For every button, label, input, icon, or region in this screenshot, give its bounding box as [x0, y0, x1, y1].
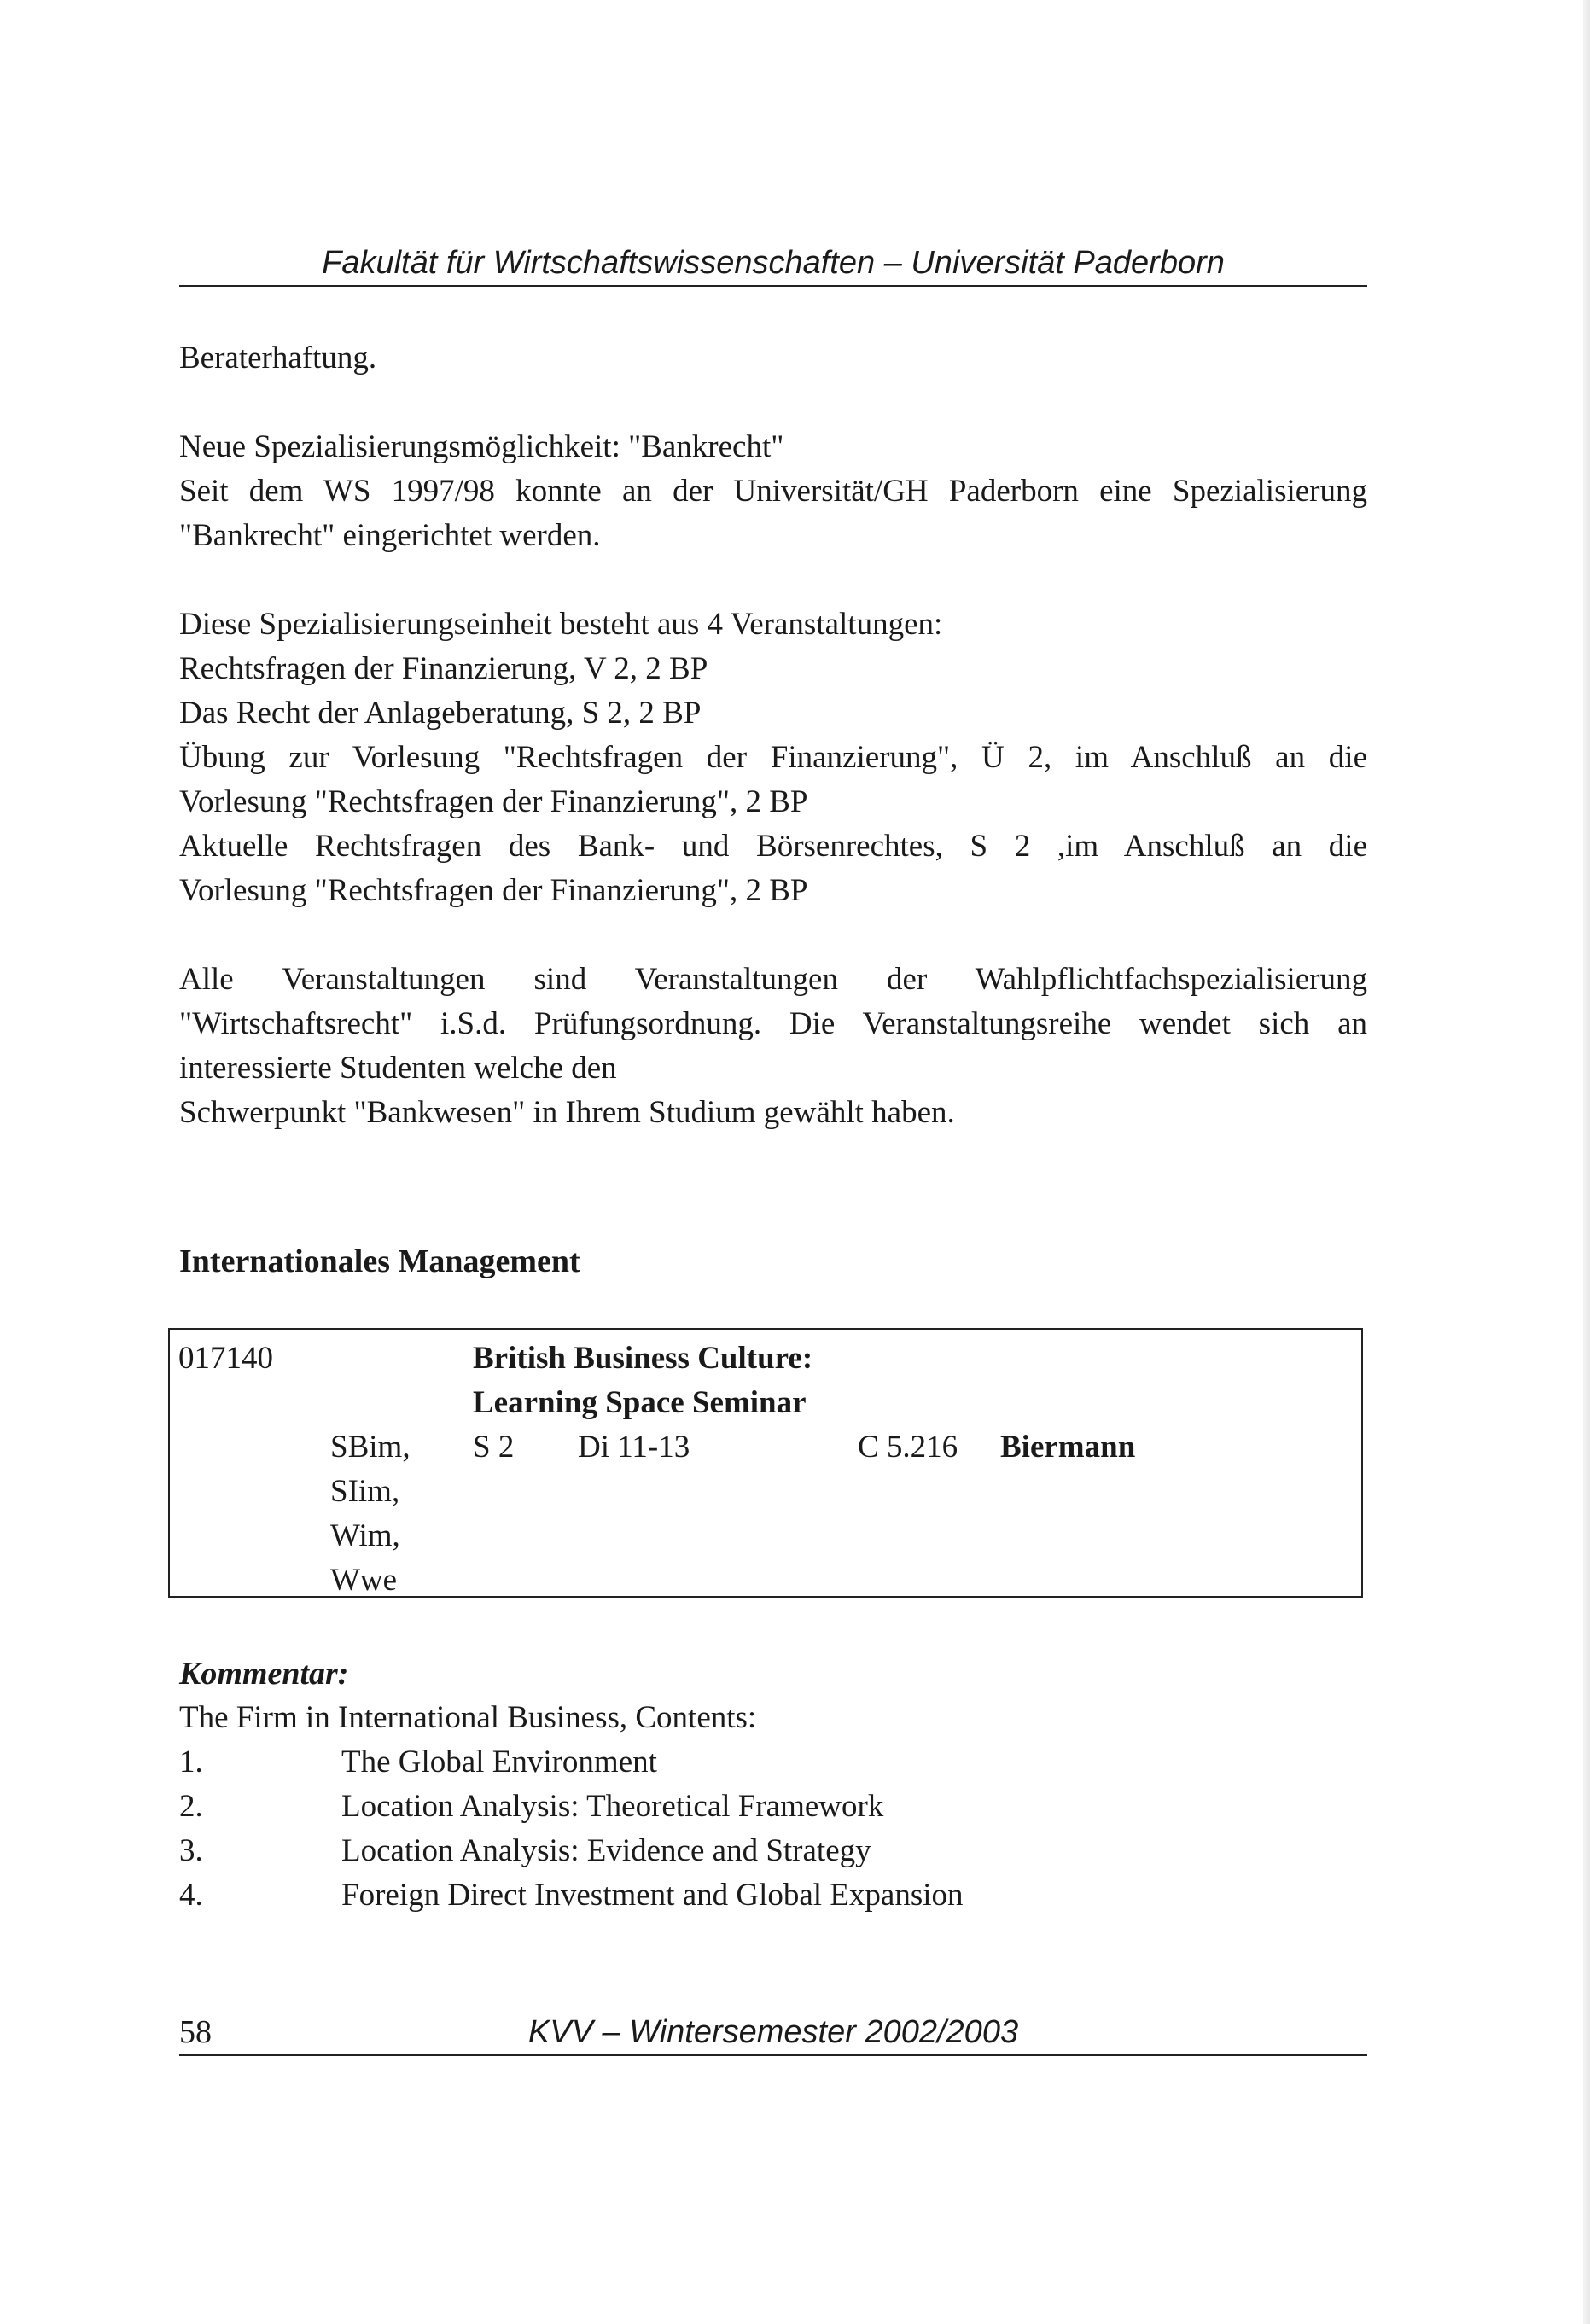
text-line: Vorlesung "Rechtsfragen der Finanzierung", 2 BP [179, 873, 808, 908]
course-title-line1: British Business Culture: [473, 1341, 813, 1376]
kommentar-label: Kommentar: [179, 1656, 349, 1692]
list-item-number: 3. [179, 1833, 203, 1868]
text-line: Alle Veranstaltungen sind Veranstaltungen der Wahlpflichtfachspezialisierung [179, 962, 1367, 997]
course-lecturer: Biermann [1000, 1430, 1136, 1465]
list-item-number: 2. [179, 1789, 203, 1824]
course-entry [168, 1328, 1363, 1598]
text-line: Beraterhaftung. [179, 341, 377, 376]
text-line: Diese Spezialisierungseinheit besteht aus 4 Veranstaltungen: [179, 607, 943, 642]
course-program: Wwe [330, 1563, 398, 1598]
list-item-text: Foreign Direct Investment and Global Expansion [341, 1878, 964, 1913]
course-program: Wim, [330, 1518, 400, 1553]
page-number: 58 [179, 2014, 212, 2050]
paragraph-wahlpflicht [179, 958, 1367, 1135]
list-item-number: 1. [179, 1744, 203, 1779]
course-program: SIim, [330, 1474, 400, 1509]
section-title: Internationales Management [179, 1244, 580, 1279]
page-footer [179, 2010, 1367, 2056]
paragraph-veranstaltungen [179, 603, 1367, 913]
list-item-text: Location Analysis: Evidence and Strategy [341, 1833, 871, 1868]
text-line: Übung zur Vorlesung "Rechtsfragen der Finanzierung", Ü 2, im Anschluß an die [179, 740, 1367, 775]
course-time: Di 11-13 [578, 1430, 690, 1465]
text-line: interessierte Studenten welche den [179, 1051, 617, 1086]
text-line: Aktuelle Rechtsfragen des Bank- und Börsenrechtes, S 2 ,im Anschluß an die [179, 829, 1367, 864]
list-item-number: 4. [179, 1878, 203, 1913]
text-line: Das Recht der Anlageberatung, S 2, 2 BP [179, 696, 702, 731]
text-line: Seit dem WS 1997/98 konnte an der Universität/GH Paderborn eine Spezialisierung [179, 474, 1367, 509]
kommentar-intro [179, 1696, 1367, 1740]
course-room: C 5.216 [858, 1430, 958, 1465]
course-program: SBim, [330, 1430, 411, 1465]
course-title-line2: Learning Space Seminar [473, 1385, 807, 1420]
text-line: The Firm in International Business, Contents: [179, 1700, 757, 1735]
footer-title: KVV – Wintersemester 2002/2003 [527, 2014, 1019, 2050]
text-line: "Bankrecht" eingerichtet werden. [179, 518, 601, 553]
text-line: Schwerpunkt "Bankwesen" in Ihrem Studium gewählt haben. [179, 1095, 955, 1130]
course-type: S 2 [473, 1430, 515, 1465]
list-item-text: Location Analysis: Theoretical Framework [341, 1789, 884, 1824]
paragraph-bankrecht [179, 425, 1367, 558]
intro-beraterhaftung [179, 336, 1367, 381]
text-line: Vorlesung "Rechtsfragen der Finanzierung", 2 BP [179, 784, 808, 819]
page-edge [1583, 0, 1590, 2324]
text-line: Neue Spezialisierungsmöglichkeit: "Bankrecht" [179, 429, 784, 464]
text-line: Rechtsfragen der Finanzierung, V 2, 2 BP [179, 651, 708, 686]
course-number: 017140 [178, 1341, 273, 1376]
list-item-text: The Global Environment [341, 1744, 657, 1779]
text-line: "Wirtschaftsrecht" i.S.d. Prüfungsordnung. Die Veranstaltungsreihe wendet sich an [179, 1006, 1367, 1041]
page-header: Fakultät für Wirtschaftswissenschaften – Universität Paderborn [179, 241, 1367, 287]
